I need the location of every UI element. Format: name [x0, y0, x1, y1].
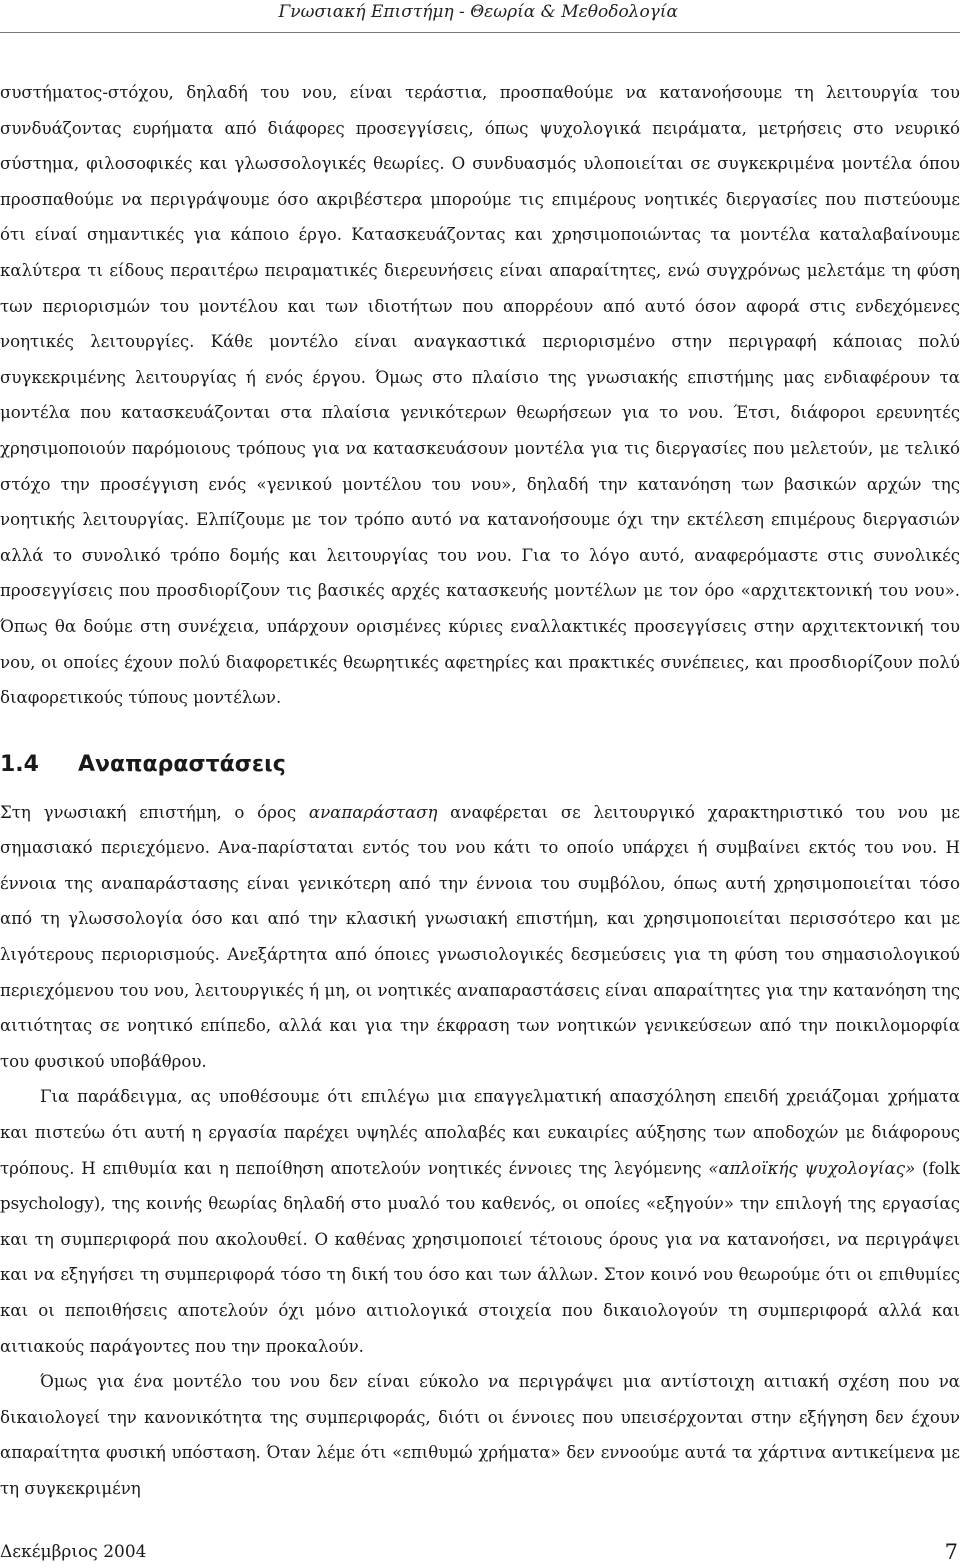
paragraph-text: αναφέρεται σε λειτουργικό χαρακτηριστικό του νου με σημασιακό περιεχόμενο. Ανα-παρίσταται εντός του νου κάτι το οποίο υπάρχει ή συμβαίνει εκτός του νου. Η έννοια της αναπαράστασης είναι γενικότερη από την έννοια του συμβόλου, όπως αυτή χρησιμοποιείται τόσο από τη γλωσσολογία όσο και από την κλασική γνωσιακή επιστήμη, και χρησιμοποιείται περισσότερο και με λιγότερους περιορισμούς. Ανεξάρτητα από όποιες γνωσιολογικές δεσμεύσεις για τη φύση του σημασιολογικού περιεχόμενου του νου, λειτουργικές ή μη, οι νοητικές αναπαραστάσεις είναι απαραίτητες για την κατανόηση της αιτιότητας σε νοητικό επίπεδο, αλλά και για την έκφραση των νοητικών γενικεύσεων από την ποικιλομορφία του φυσικού υποβάθρου. [0, 802, 960, 1071]
page-number: 7 [944, 1540, 958, 1564]
emphasized-term: «απλοϊκής ψυχολογίας» [708, 1158, 916, 1178]
section-number: 1.4 [0, 751, 39, 777]
page-body [0, 75, 960, 1507]
paragraph-causal-relation: Όμως για ένα μοντέλο του νου δεν είναι εύκολο να περιγράψει μια αντίστοιχη αιτιακή σχέση που να δικαιολογεί την κανονικότητα της συμπεριφοράς, διότι οι έννοιες που υπεισέρχονται στην εξήγηση δεν έχουν απαραίτητα φυσική υπόσταση. Όταν λέμε ότι «επιθυμώ χρήματα» δεν εννοούμε αυτά τα χάρτινα αντικείμενα με τη συγκεκριμένη [0, 1372, 960, 1498]
running-header-title: Γνωσιακή Επιστήμη - Θεωρία & Μεθοδολογία [278, 2, 678, 22]
footer-date: Δεκέμβριος 2004 [0, 1542, 147, 1562]
section-title: Αναπαραστάσεις [78, 751, 286, 777]
section-heading [0, 749, 960, 781]
paragraph-folk-psychology-example [0, 1079, 960, 1364]
header-rule [0, 32, 960, 33]
paragraph-architecture-of-mind: συστήματος-στόχου, δηλαδή του νου, είναι τεράστια, προσπαθούμε να κατανοήσουμε τη λειτουργία του συνδυάζοντας ευρήματα από διάφορες προσεγγίσεις, όπως ψυχολογικά πειράματα, μετρήσεις στο νευρικό σύστημα, φιλοσοφικές και γλωσσολογικές θεωρίες. Ο συνδυασμός υλοποιείται σε συγκεκριμένα μοντέλα όπου προσπαθούμε να περιγράψουμε όσο ακριβέστερα μπορούμε τις επιμέρους νοητικές διεργασίες που πιστεύουμε ότι είναί σημαντικές για κάποιο έργο. Κατασκευάζοντας και χρησιμοποιώντας τα μοντέλα καταλαβαίνουμε καλύτερα τι είδους περαιτέρω πειραματικές διερευνήσεις είναι απαραίτητες, ενώ συγχρόνως μελετάμε τη φύση των περιορισμών του μοντέλου και των ιδιοτήτων που απορρέουν από αυτό όσον αφορά στις ενδεχόμενες νοητικές λειτουργίες. Κάθε μοντέλο είναι αναγκαστικά περιορισμένο στην περιγραφή κάποιας πολύ συγκεκριμένης λειτουργίας ή ενός έργου. Όμως στο πλαίσιο της γνωσιακής επιστήμης μας ενδιαφέρουν τα μοντέλα που κατασκευάζονται στα πλαίσια γενικότερων θεωρήσεων για το νου. Έτσι, διάφοροι ερευνητές χρησιμοποιούν παρόμοιους τρόπους για να κατασκευάσουν μοντέλα για τις διεργασίες που μελετούν, με τελικό στόχο την προσέγγιση ενός «γενικού μοντέλου του νου», δηλαδή την κατανόηση των βασικών αρχών της νοητικής λειτουργίας. Ελπίζουμε με τον τρόπο αυτό να κατανοήσουμε όχι την εκτέλεση επιμέρους διεργασιών αλλά το συνολικό τρόπο δομής και λειτουργίας του νου. Για το λόγο αυτό, αναφερόμαστε στις συνολικές προσεγγίσεις που προσδιορίζουν τις βασικές αρχές κατασκευής μοντέλων με τον όρο «αρχιτεκτονική του νου». Όπως θα δούμε στη συνέχεια, υπάρχουν ορισμένες κύριες εναλλακτικές προσεγγίσεις στην αρχιτεκτονική του νου, οι οποίες έχουν πολύ διαφορετικές θεωρητικές αφετηρίες και πρακτικές συνέπειες, και προσδιορίζουν πολύ διαφορετικούς τύπους μοντέλων. [0, 83, 960, 708]
paragraph-text: Για παράδειγμα, ας υποθέσουμε ότι επιλέγω μια επαγγελματική απασχόληση επειδή χρειάζομαι χρήματα και πιστεύω ότι αυτή η εργασία παρέχει υψηλές απολαβές και ευκαιρίες αύξησης των αποδοχών με διάφορους τρόπους. Η επιθυμία και η πεποίθηση αποτελούν νοητικές έννοιες της λεγόμενης [0, 1087, 960, 1178]
paragraph-text: Στη γνωσιακή επιστήμη, ο όρος [0, 802, 309, 822]
emphasized-term: αναπαράσταση [308, 802, 438, 822]
paragraph-text: (folk psychology), της κοινής θεωρίας δηλαδή στο μυαλό του καθενός, οι οποίες «εξηγούν» την επιλογή της εργασίας και τη συμπεριφορά που ακολουθεί. Ο καθένας χρησιμοποιεί τέτοιους όρους για να κατανοήσει, να περιγράψει και να εξηγήσει τη συμπεριφορά τόσο τη δική του όσο και των άλλων. Στον κοινό νου θεωρούμε ότι οι επιθυμίες και οι πεποιθήσεις αποτελούν όχι μόνο αιτιολογικά στοιχεία που δικαιολογούν τη συμπεριφορά αλλά και αιτιακούς παράγοντες που την προκαλούν. [0, 1158, 960, 1356]
paragraph-representation-definition [0, 795, 960, 1080]
